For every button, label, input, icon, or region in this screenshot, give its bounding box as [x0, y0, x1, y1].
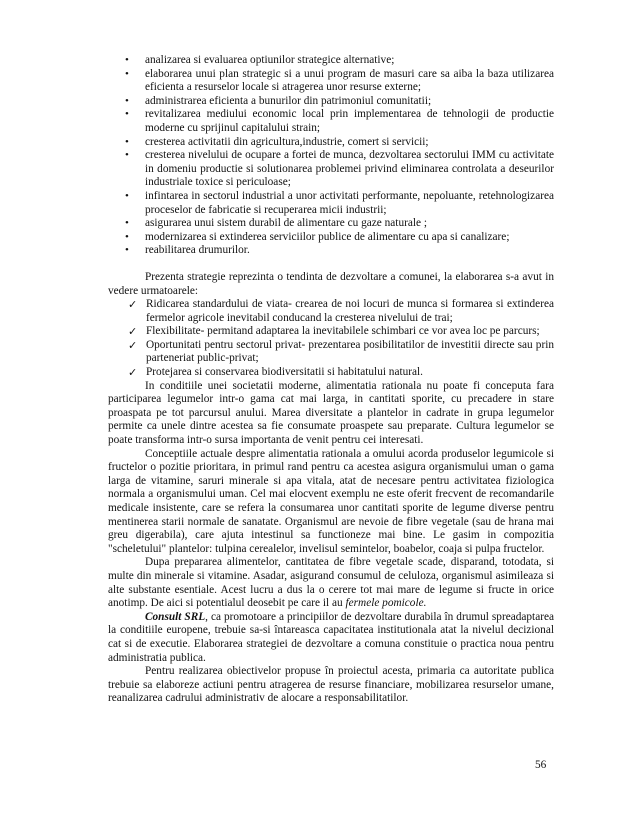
bullet-icon: • — [125, 94, 129, 107]
bullet-icon: • — [125, 230, 129, 243]
consult-paragraph: Consult SRL, ca promotoare a principiilor de dezvoltare durabila în drumul spreadaptarea la conditiile europene, trebuie sa-si întareasca capacitatea institutionala atat la nivelul decizional cat si de executie. Elaborarea strategiei de dezvoltare a comuna constituie o practica noua pentru administratia publica. — [108, 610, 555, 664]
bullet-icon: • — [125, 244, 129, 257]
check-icon: ✓ — [128, 366, 138, 380]
bullet-item: • infintarea in sectorul industrial a unor activitati performante, nepoluante, retehnologizarea proceselor de fabricatie si recuperarea micii industrii; — [125, 189, 554, 216]
check-item: ✓ Ridicarea standardului de viata- crearea de noi locuri de munca si formarea si extinderea fermelor agricole inevitabil conducand la cresterea nivelului de trai; — [128, 298, 554, 324]
spacer — [108, 258, 554, 271]
check-item: ✓ Flexibilitate- permitand adaptarea la inevitabilele schimbari ce vor avea loc pe parcurs; — [128, 325, 540, 339]
bullet-item: • cresterea nivelului de ocupare a fortei de munca, dezvoltarea sectorului IMM cu activitate in domeniu productie si solutionarea problemei privind eliminarea controlata a deseurilor industriale toxice si periculoase; — [125, 149, 554, 189]
check-item: ✓ Oportunitati pentru sectorul privat- prezentarea posibilitatilor de investitii directe sau prin parteneriat public-privat; — [128, 338, 554, 365]
bullet-item: • elaborarea unui plan strategic si a unui program de masuri care sa aiba la baza utilizarea eficienta a resurselor locale si atragerea unor resurse externe; — [125, 67, 554, 94]
page-number: 56 — [535, 759, 547, 771]
bullet-item: • reabilitarea drumurilor. — [125, 244, 250, 257]
bullet-item: • analizarea si evaluarea optiunilor strategice alternative; — [125, 54, 395, 66]
page-content — [108, 54, 554, 706]
bullet-item: • asigurarea unui sistem durabil de alimentare cu gaze naturale ; — [125, 217, 427, 230]
principles-check-list — [108, 298, 554, 380]
conditions-paragraph: In conditiile unei societatii moderne, alimentatia rationala nu poate fi conceputa fara participarea legumelor intr-o gama cat mai larga, in cantitati sporite, cu precadere in stare proaspata pe tot parcursul anului. Marea diversitate a plantelor in cadrate in grupa legumelor permite ca unele dintre acestea sa fie consumate proaspete sau preparate. Cultura legumelor se poate transforma intr-o sursa importanta de venit pentru cei interesati. — [108, 379, 554, 447]
company-name: Consult SRL — [145, 610, 206, 623]
bullet-icon: • — [125, 54, 129, 66]
intro-paragraph: Prezenta strategie reprezinta o tendinta de dezvoltare a comunei, la elaborarea s-a avut in vedere urmatoarele: — [108, 270, 554, 297]
bullet-item: • administrarea eficienta a bunurilor din patrimoniul comunitatii; — [125, 94, 432, 107]
check-icon: ✓ — [128, 325, 138, 339]
bullet-icon: • — [125, 67, 129, 80]
emphasis-text: fermele pomicole. — [345, 597, 427, 610]
preparation-paragraph: Dupa prepararea alimentelor, cantitatea de fibre vegetale scade, disparand, totodata, si multe din minerale si vitamine. Asadar, asigurand consumul de celuloza, organismul asimileaza si alte substante esentiale. Acest lucru a dus la o cerere tot mai mare de legume si fructe in orice anotimp. De aici si potentialul deosebit pe care il au fermele pomicole. — [108, 556, 554, 610]
bullet-item: • revitalizarea mediului economic local prin implementarea de tehnologii de productie moderne cu sprijinul capitalului strain; — [125, 108, 554, 134]
bullet-icon: • — [125, 217, 129, 230]
check-icon: ✓ — [128, 338, 138, 352]
check-icon: ✓ — [128, 298, 138, 312]
final-paragraph: Pentru realizarea obiectivelor propuse în proiectul acesta, primaria ca autoritate publica trebuie sa elaboreze actiuni pentru atragerea de resurse financiare, mobilizarea resurselor umane, reanalizarea cadrului administrativ de alocare a responsabilitatilor. — [108, 665, 554, 705]
bullet-icon: • — [125, 135, 129, 148]
bullet-icon: • — [125, 149, 129, 162]
bullet-icon: • — [125, 108, 129, 121]
bullet-item: • cresterea activitatii din agricultura,industrie, comert si servicii; — [125, 135, 429, 148]
bullet-item: • modernizarea si extinderea serviciilor publice de alimentare cu apa si canalizare; — [125, 230, 510, 243]
concepts-paragraph: Conceptiile actuale despre alimentatia rationala a omului acorda produselor legumicole si fructelor o pozitie prioritara, in primul rand pentru ca acestea asigura organismului uman o gama larga de vitamine, saruri minerale si apa vitala, atat de necesare pentru activitatea fiziologica normala a organismului uman. Cel mai elocvent exemplu ne este oferit frecvent de recomandarile medicale insistente, care se refera la consumarea unor cantitati sporite de legume diverse pentru mentinerea starii normale de sanatate. Organismul are nevoie de fibre vegetale (sau de hrana mai greu digerabila), care ajuta intestinul sa functioneze mai bine. Le gasim in compozitia "scheletului" plantelor: tulpina cerealelor, invelisul semintelor, boabelor, coaja si pulpa fructelor. — [108, 447, 554, 555]
objectives-bullet-list — [108, 54, 554, 258]
bullet-icon: • — [125, 189, 129, 202]
check-item: ✓ Protejarea si conservarea biodiversitatii si habitatului natural. — [128, 366, 423, 380]
